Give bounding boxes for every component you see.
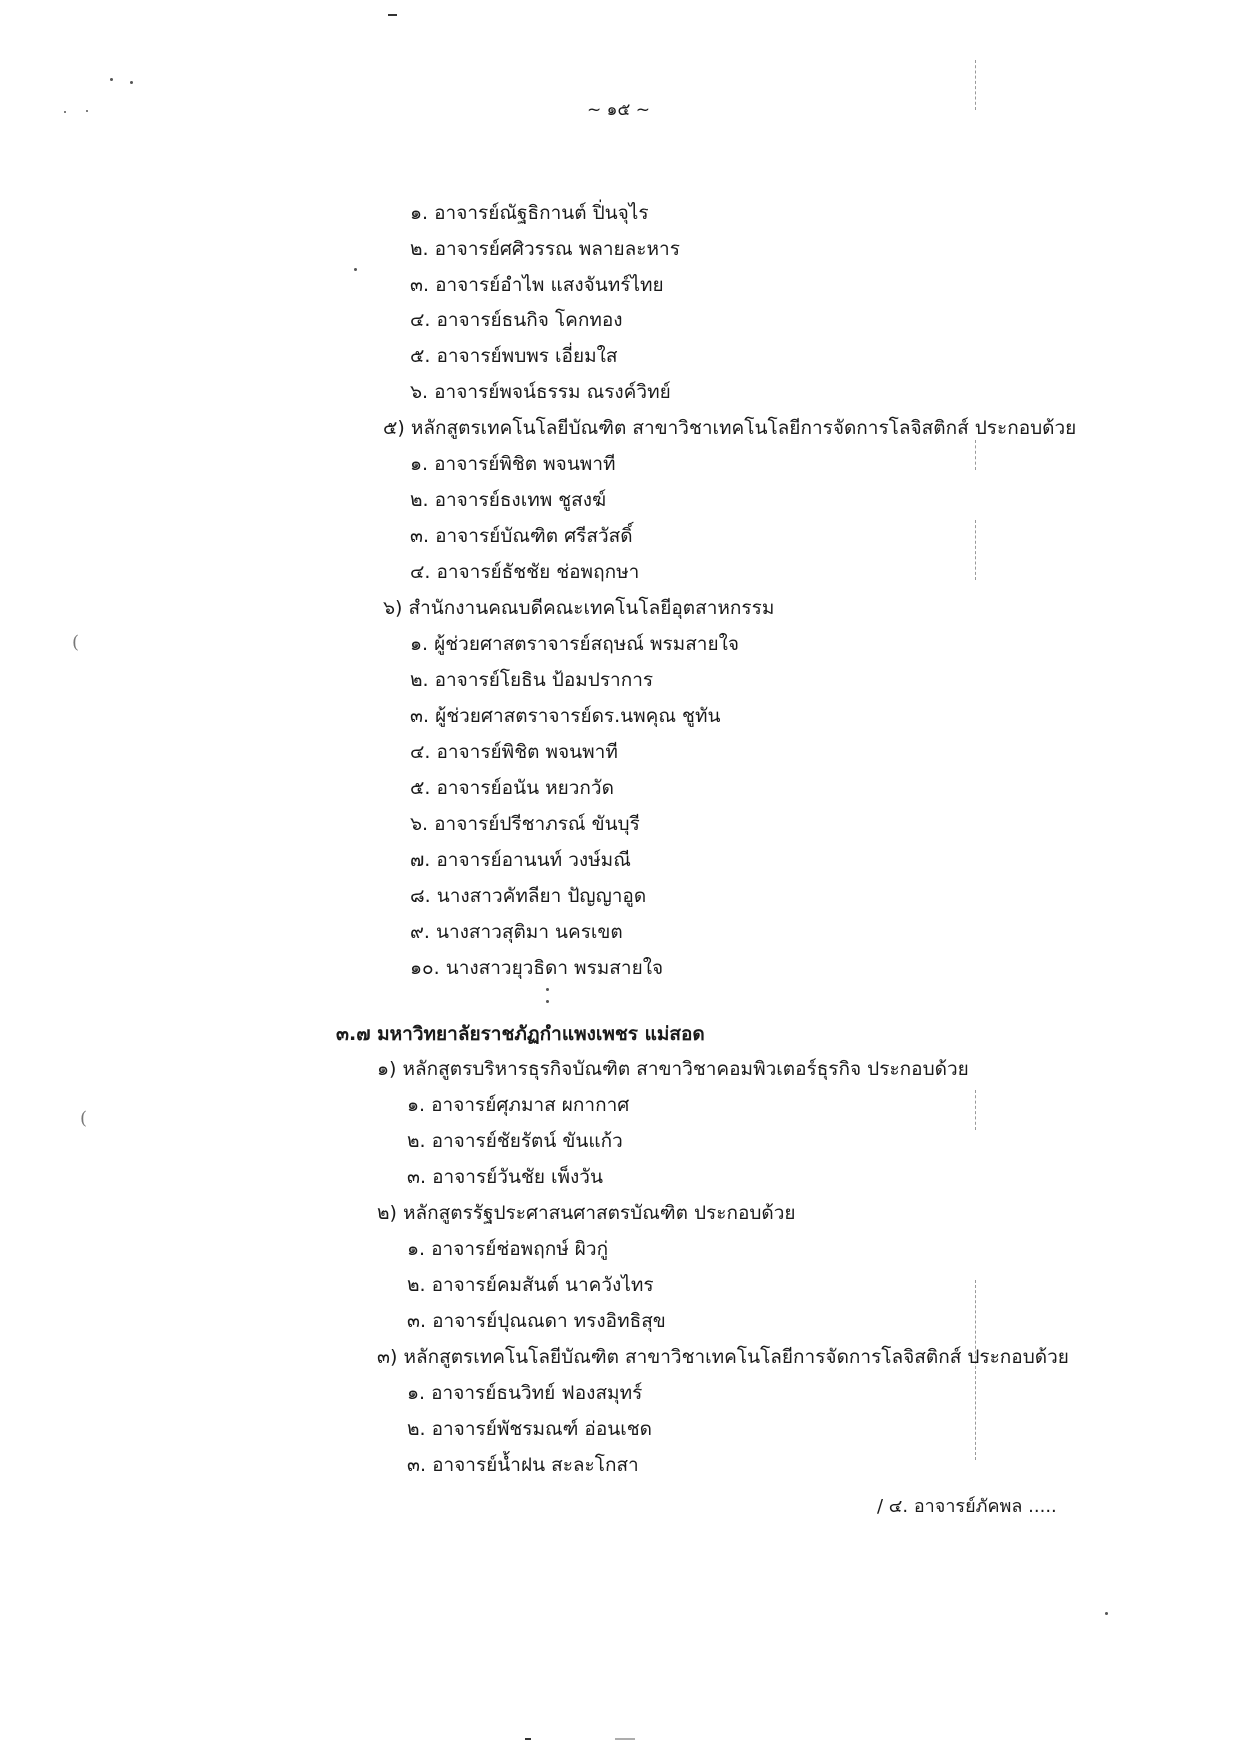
continuation-note: / ๔. อาจารย์ภัคพล ..... xyxy=(877,1496,1057,1517)
member-item: ๒. อาจารย์พัชรมณฑ์ อ่อนเชด xyxy=(407,1418,652,1440)
member-item: ๒. อาจารย์โยธิน ป้อมปราการ xyxy=(410,669,654,691)
member-item: ๘. นางสาวคัทลียา ปัญญาอูด xyxy=(410,885,647,907)
program-heading: ๖) สำนักงานคณบดีคณะเทคโนโลยีอุตสาหกรรม xyxy=(383,597,775,619)
scan-mark xyxy=(525,1738,531,1740)
section-heading: ๓.๗ มหาวิทยาลัยราชภัฏกำแพงเพชร แม่สอด xyxy=(336,1023,705,1045)
member-item: ๒. อาจารย์ชัยรัตน์ ขันแก้ว xyxy=(407,1130,623,1152)
scan-mark: ( xyxy=(80,1108,88,1129)
member-item: ๑. อาจารย์พิชิต พจนพาที xyxy=(410,453,616,475)
member-item: ๒. อาจารย์ธงเทพ ชูสงฆ์ xyxy=(410,489,607,511)
scan-mark xyxy=(975,440,976,470)
program-heading: ๓) หลักสูตรเทคโนโลยีบัณฑิต สาขาวิชาเทคโนโลยีการจัดการโลจิสติกส์ ประกอบด้วย xyxy=(377,1346,1069,1368)
member-item: ๓. อาจารย์วันชัย เพ็งวัน xyxy=(407,1166,603,1188)
scan-mark xyxy=(110,78,113,81)
scan-mark xyxy=(546,988,549,991)
member-item: ๒. อาจารย์คมสันต์ นาควังไทร xyxy=(407,1274,654,1296)
member-item: ๖. อาจารย์ปรีชาภรณ์ ขันบุรี xyxy=(410,813,640,835)
member-item: ๓. อาจารย์บัณฑิต ศรีสวัสดิ์ xyxy=(410,525,633,547)
member-item: ๕. อาจารย์พบพร เอี่ยมใส xyxy=(410,345,618,367)
scan-mark xyxy=(975,520,976,580)
scan-mark xyxy=(615,1738,635,1740)
scan-mark xyxy=(1105,1612,1108,1615)
member-item: ๙. นางสาวสุติมา นครเขต xyxy=(410,921,623,943)
member-item: ๑. อาจารย์ธนวิทย์ ฟองสมุทร์ xyxy=(407,1382,643,1404)
member-item: ๔. อาจารย์ธนกิจ โคกทอง xyxy=(410,309,623,331)
member-item: ๔. อาจารย์ธัชชัย ช่อพฤกษา xyxy=(410,561,640,583)
scan-mark xyxy=(975,1090,976,1130)
member-item: ๖. อาจารย์พจน์ธรรม ณรงค์วิทย์ xyxy=(410,381,671,403)
member-item: ๑. อาจารย์ศุภมาส ผกากาศ xyxy=(407,1094,630,1116)
scan-mark xyxy=(130,81,133,84)
member-item: ๔. อาจารย์พิชิต พจนพาที xyxy=(410,741,618,763)
program-heading: ๒) หลักสูตรรัฐประศาสนศาสตรบัณฑิต ประกอบด้วย xyxy=(377,1202,796,1224)
scan-mark xyxy=(546,1000,549,1003)
member-item: ๓. อาจารย์น้ำฝน สะละโกสา xyxy=(407,1454,639,1476)
page-number: ~ ๑๕ ~ xyxy=(587,100,650,120)
member-item: ๓. อาจารย์ปุณณดา ทรงอิทธิสุข xyxy=(407,1310,666,1332)
member-item: ๑๐. นางสาวยุวธิดา พรมสายใจ xyxy=(410,957,664,979)
member-item: ๓. อาจารย์อำไพ แสงจันทร์ไทย xyxy=(410,274,664,296)
member-item: ๗. อาจารย์อานนท์ วงษ์มณี xyxy=(410,849,631,871)
scan-mark xyxy=(975,1280,976,1460)
program-heading: ๑) หลักสูตรบริหารธุรกิจบัณฑิต สาขาวิชาคอมพิวเตอร์ธุรกิจ ประกอบด้วย xyxy=(377,1058,969,1080)
member-item: ๓. ผู้ช่วยศาสตราจารย์ดร.นพคุณ ชูทัน xyxy=(410,705,721,727)
member-item: ๑. อาจารย์ช่อพฤกษ์ ผิวกู่ xyxy=(407,1238,609,1260)
member-item: ๑. ผู้ช่วยศาสตราจารย์สฤษณ์ พรมสายใจ xyxy=(410,633,740,655)
scan-mark xyxy=(354,268,357,271)
scan-mark xyxy=(388,14,397,16)
member-item: ๕. อาจารย์อนัน หยวกวัด xyxy=(410,777,614,799)
program-heading: ๕) หลักสูตรเทคโนโลยีบัณฑิต สาขาวิชาเทคโนโลยีการจัดการโลจิสติกส์ ประกอบด้วย xyxy=(383,417,1077,439)
member-item: ๑. อาจารย์ณัฐธิกานต์ ปิ่นจุไร xyxy=(410,202,649,224)
scan-mark: ( xyxy=(72,632,80,653)
member-item: ๒. อาจารย์ศศิวรรณ พลายละหาร xyxy=(410,238,680,260)
